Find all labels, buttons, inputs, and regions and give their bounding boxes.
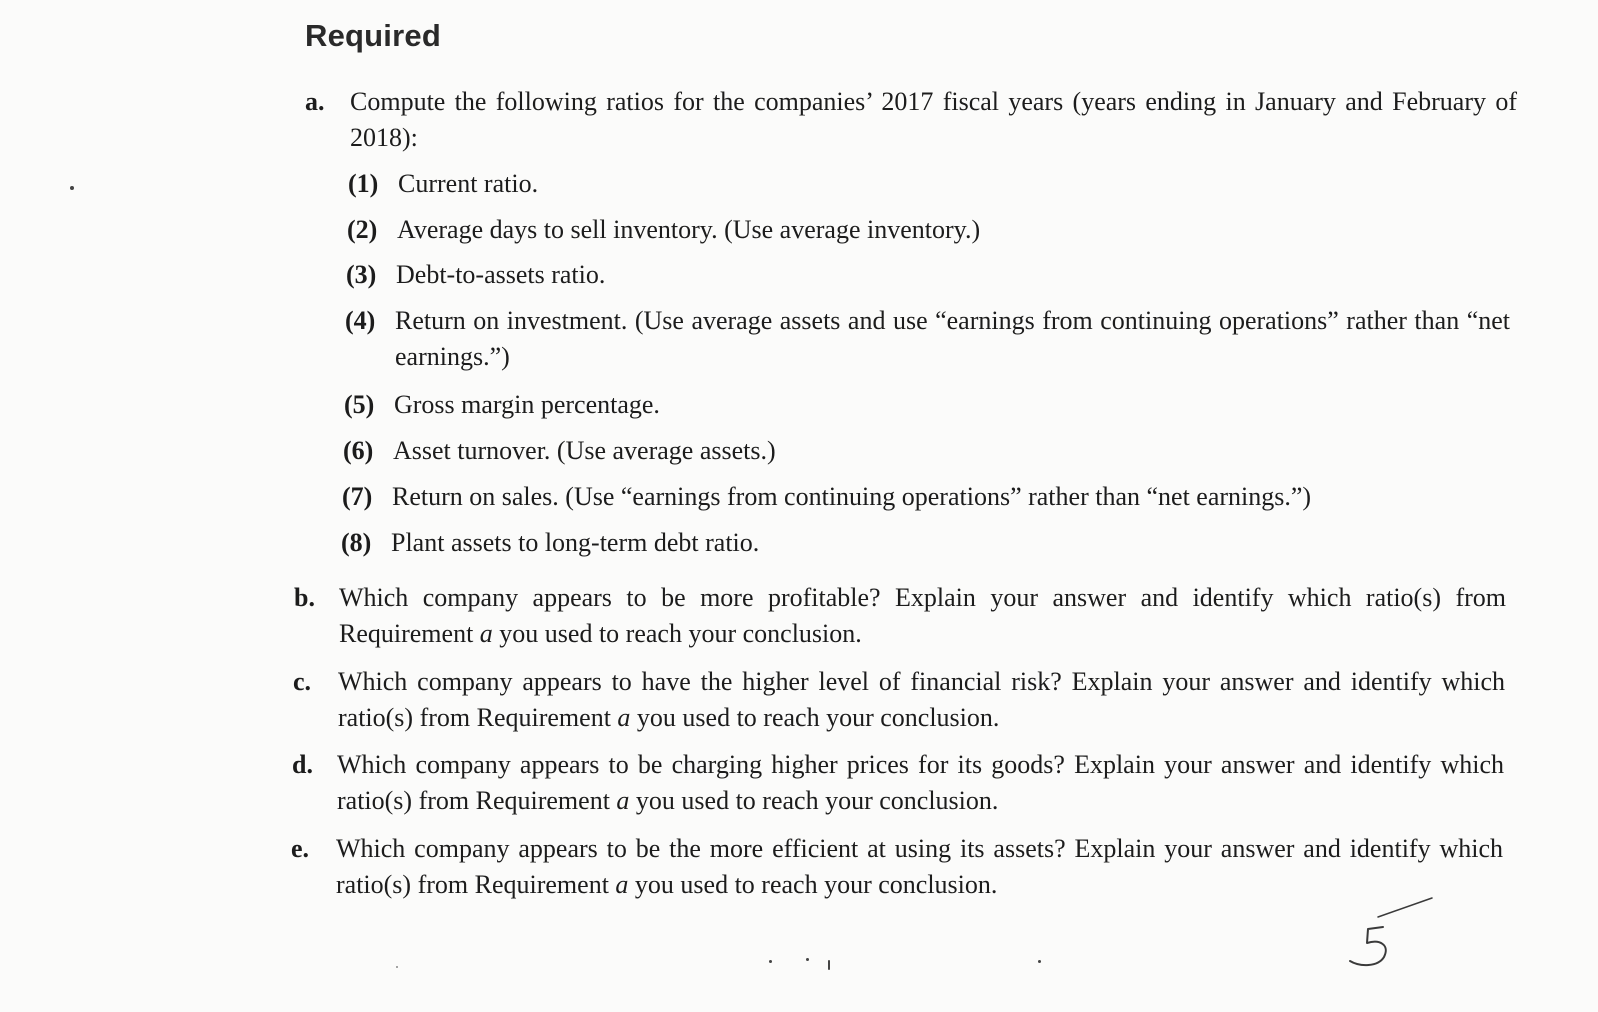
ratio-number: (7) (342, 482, 373, 511)
requirement-b (294, 580, 1506, 652)
ratio-text: Current ratio. (398, 169, 539, 198)
ratio-text: Gross margin percentage. (394, 390, 660, 419)
ratio-text: Average days to sell inventory. (Use average inventory.) (397, 215, 981, 244)
requirement-c (293, 664, 1505, 736)
ratio-number: (3) (346, 260, 377, 289)
scan-speck (70, 186, 74, 190)
ratio-text: Return on sales. (Use “earnings from continuing operations” rather than “net earnings.”) (392, 482, 1312, 511)
ratio-item (345, 303, 1510, 375)
scan-speck (806, 958, 809, 961)
requirement-marker: c. (293, 667, 312, 696)
ratio-item (343, 433, 1503, 469)
requirement-marker: e. (291, 834, 310, 863)
requirement-marker: a. (305, 87, 325, 116)
scan-speck (828, 960, 830, 970)
requirement-marker: b. (294, 583, 315, 612)
ratio-number: (2) (347, 215, 378, 244)
ratio-item (346, 257, 1506, 293)
ratio-text: Return on investment. (Use average assets and use “earnings from continuing operations” rather than “net earnings.”) (395, 306, 1510, 371)
ratio-item (342, 479, 1502, 515)
requirement-a (305, 84, 1517, 156)
ratio-item (347, 212, 1507, 248)
requirement-marker: d. (292, 750, 313, 779)
requirement-text: Compute the following ratios for the companies’ 2017 fiscal years (years ending in January and February of 2018): (350, 87, 1517, 152)
section-heading: Required (305, 18, 441, 53)
scan-speck (396, 966, 398, 968)
handwritten-mark-icon (1340, 895, 1440, 975)
ratio-item (341, 525, 1501, 561)
ratio-number: (6) (343, 436, 374, 465)
ratio-number: (1) (348, 169, 379, 198)
ratio-number: (4) (345, 306, 376, 335)
requirement-text: Which company appears to be the more efficient at using its assets? Explain your answer and identify which ratio(s) from Requirement a you used to reach your conclusion. (336, 834, 1503, 899)
ratio-number: (5) (344, 390, 375, 419)
requirement-text: Which company appears to be more profitable? Explain your answer and identify which ratio(s) from Requirement a you used to reach your conclusion. (339, 583, 1506, 648)
requirement-text: Which company appears to be charging higher prices for its goods? Explain your answer and identify which ratio(s) from Requirement a you used to reach your conclusion. (337, 750, 1504, 815)
ratio-text: Asset turnover. (Use average assets.) (393, 436, 776, 465)
ratio-text: Debt-to-assets ratio. (396, 260, 606, 289)
requirement-e (291, 831, 1503, 903)
ratio-text: Plant assets to long-term debt ratio. (391, 528, 760, 557)
ratio-item (348, 166, 1508, 202)
requirement-d (292, 747, 1504, 819)
ratio-item (344, 387, 1504, 423)
scan-speck (1038, 960, 1041, 963)
ratio-number: (8) (341, 528, 372, 557)
scan-speck (769, 960, 772, 963)
requirement-text: Which company appears to have the higher level of financial risk? Explain your answer and identify which ratio(s) from Requirement a you used to reach your conclusion. (338, 667, 1505, 732)
